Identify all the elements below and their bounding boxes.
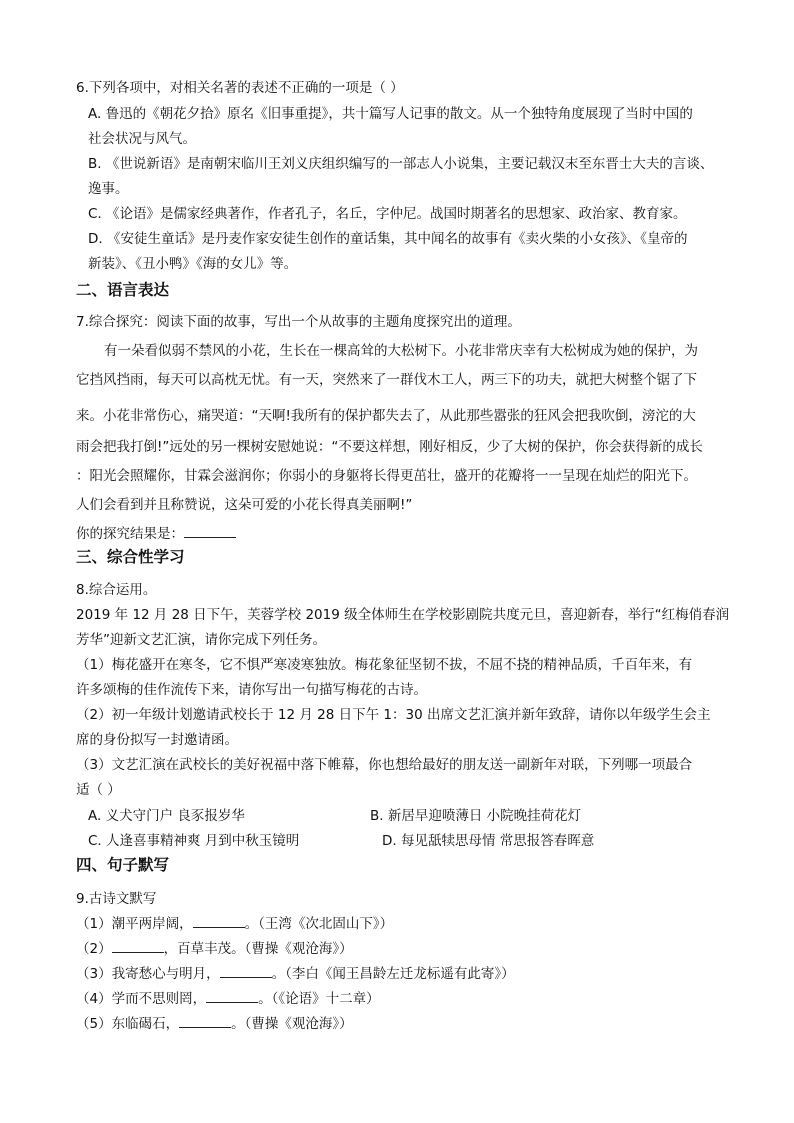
q9-line-text: （5）东临碣石， [76, 1016, 180, 1032]
answer-blank[interactable] [193, 915, 245, 928]
q8-intro-cont: 芳华”迎新文艺汇演，请你完成下列任务。 [76, 632, 326, 648]
q7-story-line: 人们会看到并且称赞说，这朵可爱的小花长得真美丽啊!” [76, 497, 413, 513]
q8-option-a: A. 义犬守门户 良豕报岁华 [88, 808, 245, 824]
q9-line-3 [76, 964, 726, 984]
q7-answer [76, 524, 726, 544]
q9-line-4 [76, 989, 726, 1009]
q8-sub3: （3）文艺汇演在武校长的美好祝福中落下帷幕，你也想给最好的朋友送一副新年对联，下列哪一项最合 [76, 757, 693, 773]
q8-option-b: B. 新居早迎喷薄日 小院晚挂荷花灯 [370, 808, 582, 824]
section-heading-4: 四、句子默写 [76, 856, 170, 874]
q7-story-line: 有一朵看似弱不禁风的小花，生长在一棵高耸的大松树下。小花非常庆幸有大松树成为她的保护，为 [104, 343, 698, 359]
q6-option-d: D. 《安徒生童话》是丹麦作家安徒生创作的童话集，其中闻名的故事有《卖火柴的小女孩》、《皇帝的 [88, 231, 688, 247]
q8-sub1-cont: 许多颂梅的佳作流传下来，请你写出一句描写梅花的古诗。 [76, 682, 427, 698]
q7-answer-label: 你的探究结果是： [76, 526, 184, 542]
answer-blank[interactable] [112, 940, 164, 953]
q8-sub2: （2）初一年级计划邀请武校长于 12 月 28 日下午 1：30 出席文艺汇演并新年致辞，请你以年级学生会主 [76, 707, 711, 723]
answer-blank[interactable] [206, 990, 258, 1003]
q6-option-a-cont: 社会状况与风气。 [88, 131, 196, 147]
q8-stem: 8.综合运用。 [76, 582, 157, 598]
q9-line-source: ，百草丰茂。（曹操《观沧海》） [163, 941, 353, 957]
q8-sub2-cont: 席的身份拟写一封邀请函。 [76, 732, 238, 748]
section-heading-3: 三、综合性学习 [76, 548, 185, 566]
q8-sub1: （1）梅花盛开在寒冬，它不惧严寒凌寒独放。梅花象征坚韧不拔，不屈不挠的精神品质，千百年来，有 [76, 657, 693, 673]
q9-line-1 [76, 914, 726, 934]
section-heading-2: 二、语言表达 [76, 281, 170, 299]
answer-blank[interactable] [179, 1015, 231, 1028]
q9-line-5 [76, 1014, 726, 1034]
q7-story-line: 来。小花非常伤心，痛哭道：“天啊!我所有的保护都失去了，从此那些嚣张的狂风会把我吹倒，滂沱的大 [76, 408, 696, 424]
q7-story-line: ：阳光会照耀你，甘霖会滋润你；你弱小的身躯将长得更茁壮，盛开的花瓣将一一呈现在灿烂的阳光下。 [76, 468, 697, 484]
q9-line-text: （1）潮平两岸阔， [76, 916, 193, 932]
q6-option-d-cont: 新装》、《丑小鸭》《海的女儿》等。 [88, 256, 298, 272]
q7-story-line: 雨会把我打倒!”远处的另一棵树安慰她说：“不要这样想，刚好相反，少了大树的保护，你会获得新的成长 [76, 439, 703, 455]
q8-sub3-cont: 适（ ） [76, 782, 121, 798]
q9-line-source: 。（李白《闻王昌龄左迁龙标遥有此寄》） [271, 966, 515, 982]
q6-option-c: C. 《论语》是儒家经典著作，作者孔子，名丘，字仲尼。战国时期著名的思想家、政治家、教育家。 [88, 206, 687, 222]
answer-blank[interactable] [220, 965, 272, 978]
q8-option-c: C. 人逢喜事精神爽 月到中秋玉镜明 [88, 833, 300, 849]
q8-intro: 2019 年 12 月 28 日下午，芙蓉学校 2019 级全体师生在学校影剧院共度元旦，喜迎新春，举行“红梅俏春润 [76, 607, 730, 623]
q9-stem: 9.古诗文默写 [76, 891, 157, 907]
q6-option-a: A. 鲁迅的《朝花夕拾》原名《旧事重提》，共十篇写人记事的散文。从一个独特角度展现了当时中国的 [88, 106, 693, 122]
q9-line-source: 。（曹操《观沧海》） [231, 1016, 353, 1032]
q7-story-line: 它挡风挡雨，每天可以高枕无忧。有一天，突然来了一群伐木工人，两三下的功夫，就把大树整个锯了下 [76, 372, 697, 388]
q9-line-source: 。（王湾《次北固山下》） [244, 916, 394, 932]
q9-line-text: （4）学而不思则罔， [76, 991, 207, 1007]
q6-stem: 6.下列各项中，对相关名著的表述不正确的一项是（ ） [76, 80, 404, 96]
q8-option-d: D. 每见舐犊思母情 常思报答春晖意 [382, 833, 595, 849]
q9-line-source: 。（《论语》十二章） [258, 991, 380, 1007]
q9-line-text: （3）我寄愁心与明月， [76, 966, 220, 982]
q9-line-2 [76, 939, 726, 959]
q6-option-b-cont: 逸事。 [88, 181, 129, 197]
q9-line-text: （2） [76, 941, 112, 957]
q6-option-b: B. 《世说新语》是南朝宋临川王刘义庆组织编写的一部志人小说集，主要记载汉末至东晋士大夫的言谈、 [88, 156, 714, 172]
answer-blank[interactable] [184, 525, 236, 538]
q7-stem: 7.综合探究：阅读下面的故事，写出一个从故事的主题角度探究出的道理。 [76, 314, 521, 330]
